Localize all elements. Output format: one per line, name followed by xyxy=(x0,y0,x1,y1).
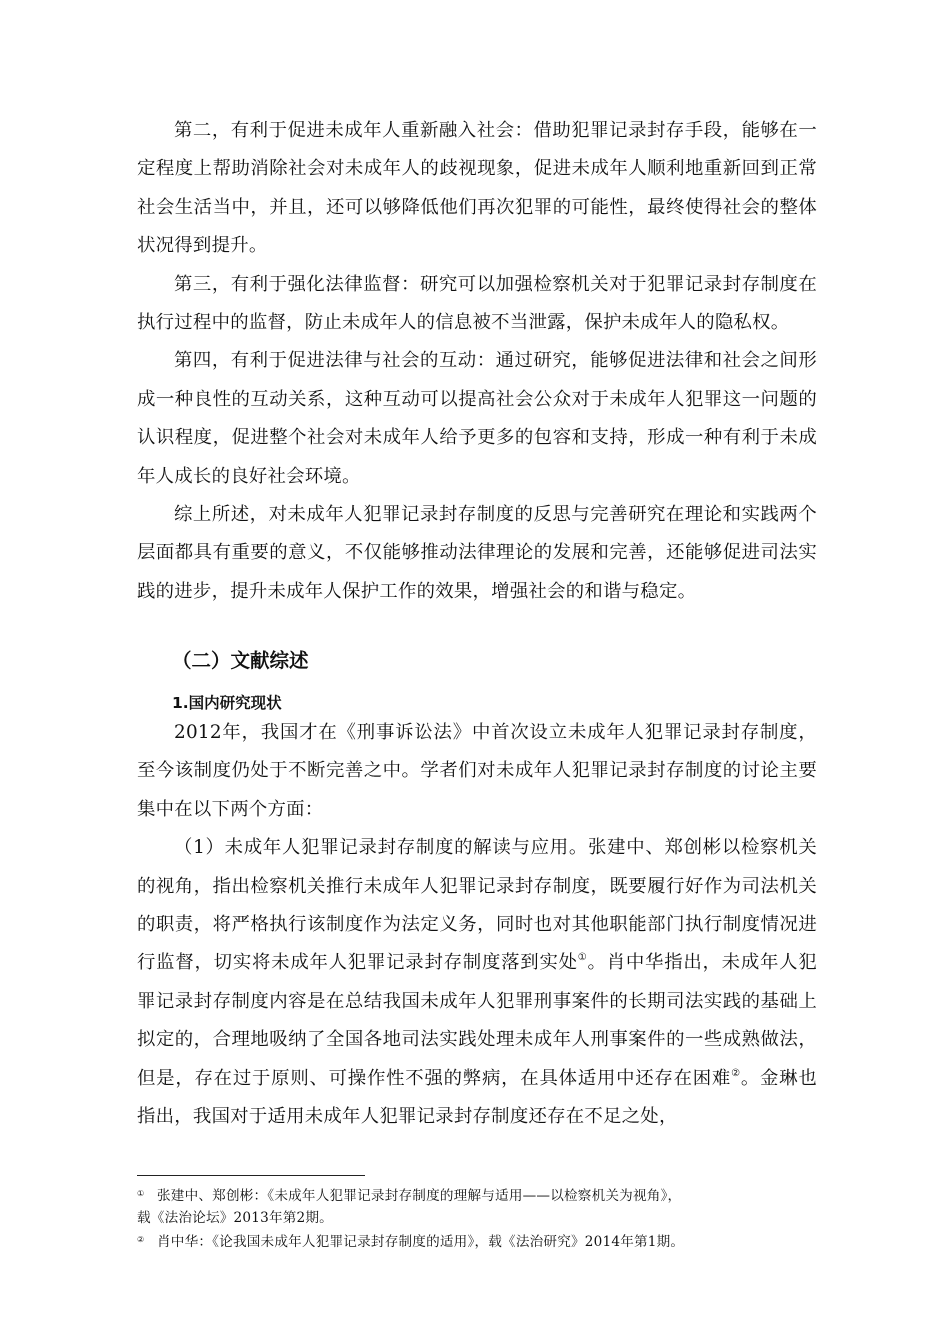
footnote-divider xyxy=(137,1175,365,1176)
footnote-mark: ② xyxy=(137,1235,145,1244)
paragraph-text-part: 。金琳也指出，我国对于适用未成年人犯罪记录封存制度还存在不足之处， xyxy=(137,1067,817,1128)
paragraph-interpretation xyxy=(137,829,817,1136)
subsection-heading-domestic-research: 1.国内研究现状 xyxy=(172,694,282,712)
paragraph-third-point: 第三，有利于强化法律监督：研究可以加强检察机关对于犯罪记录封存制度在执行过程中的监督，防止未成年人的信息被不当泄露，保护未成年人的隐私权。 xyxy=(137,273,817,334)
section-heading-literature-review: （二）文献综述 xyxy=(172,649,309,672)
footnote-mark: ① xyxy=(137,1189,145,1198)
footnote-2 xyxy=(137,1229,827,1253)
paragraph-research-intro: 2012年，我国才在《刑事诉讼法》中首次设立未成年人犯罪记录封存制度，至今该制度仍处于不断完善之中。学者们对未成年人犯罪记录封存制度的讨论主要集中在以下两个方面： xyxy=(137,722,817,820)
significance-section xyxy=(137,112,817,611)
paragraph-second-point: 第二，有利于促进未成年人重新融入社会：借助犯罪记录封存手段，能够在一定程度上帮助消除社会对未成年人的歧视现象，促进未成年人顺利地重新回到正常社会生活当中，并且，还可以够降低他们再次犯罪的可能性，最终使得社会的整体状况得到提升。 xyxy=(137,120,817,257)
paragraph-fourth-point: 第四，有利于促进法律与社会的互动：通过研究，能够促进法律和社会之间形成一种良性的互动关系，这种互动可以提高社会公众对于未成年人犯罪这一问题的认识程度，促进整个社会对未成年人给予更多的包容和支持，形成一种有利于未成年人成长的良好社会环境。 xyxy=(137,350,817,487)
paragraph-text-part: 。肖中华指出，未成年人犯罪记录封存制度内容是在总结我国未成年人犯罪刑事案件的长期司法实践的基础上拟定的，合理地吸纳了全国各地司法实践处理未成年人刑事案件的一些成熟做法，但是，存在过于原则、可操作性不强的弊病，在具体适用中还存在困难 xyxy=(137,952,817,1089)
footnote-ref-1[interactable]: ① xyxy=(577,952,588,964)
footnote-text: 肖中华：《论我国未成年人犯罪记录封存制度的适用》，载《法治研究》2014年第1期。 xyxy=(157,1234,685,1250)
paragraph-text-part: （1）未成年人犯罪记录封存制度的解读与应用。张建中、郑创彬以检察机关的视角，指出检察机关推行未成年人犯罪记录封存制度，既要履行好作为司法机关的职责，将严格执行该制度作为法定义务，同时也对其他职能部门执行制度情况进行监督，切实将未成年人犯罪记录封存制度落到实处 xyxy=(137,837,817,974)
footnote-text: 载《法治论坛》2013年第2期。 xyxy=(137,1210,333,1226)
footnotes xyxy=(137,1183,827,1253)
domestic-research-section xyxy=(137,714,817,1136)
footnote-ref-2[interactable]: ② xyxy=(731,1067,741,1079)
footnote-1-continued xyxy=(137,1207,827,1229)
footnote-text: 张建中、郑创彬：《未成年人犯罪记录封存制度的理解与适用——以检察机关为视角》， xyxy=(157,1188,682,1204)
paragraph-summary: 综上所述，对未成年人犯罪记录封存制度的反思与完善研究在理论和实践两个层面都具有重要的意义，不仅能够推动法律理论的发展和完善，还能够促进司法实践的进步，提升未成年人保护工作的效果，增强社会的和谐与稳定。 xyxy=(137,504,817,602)
footnote-1 xyxy=(137,1183,827,1207)
